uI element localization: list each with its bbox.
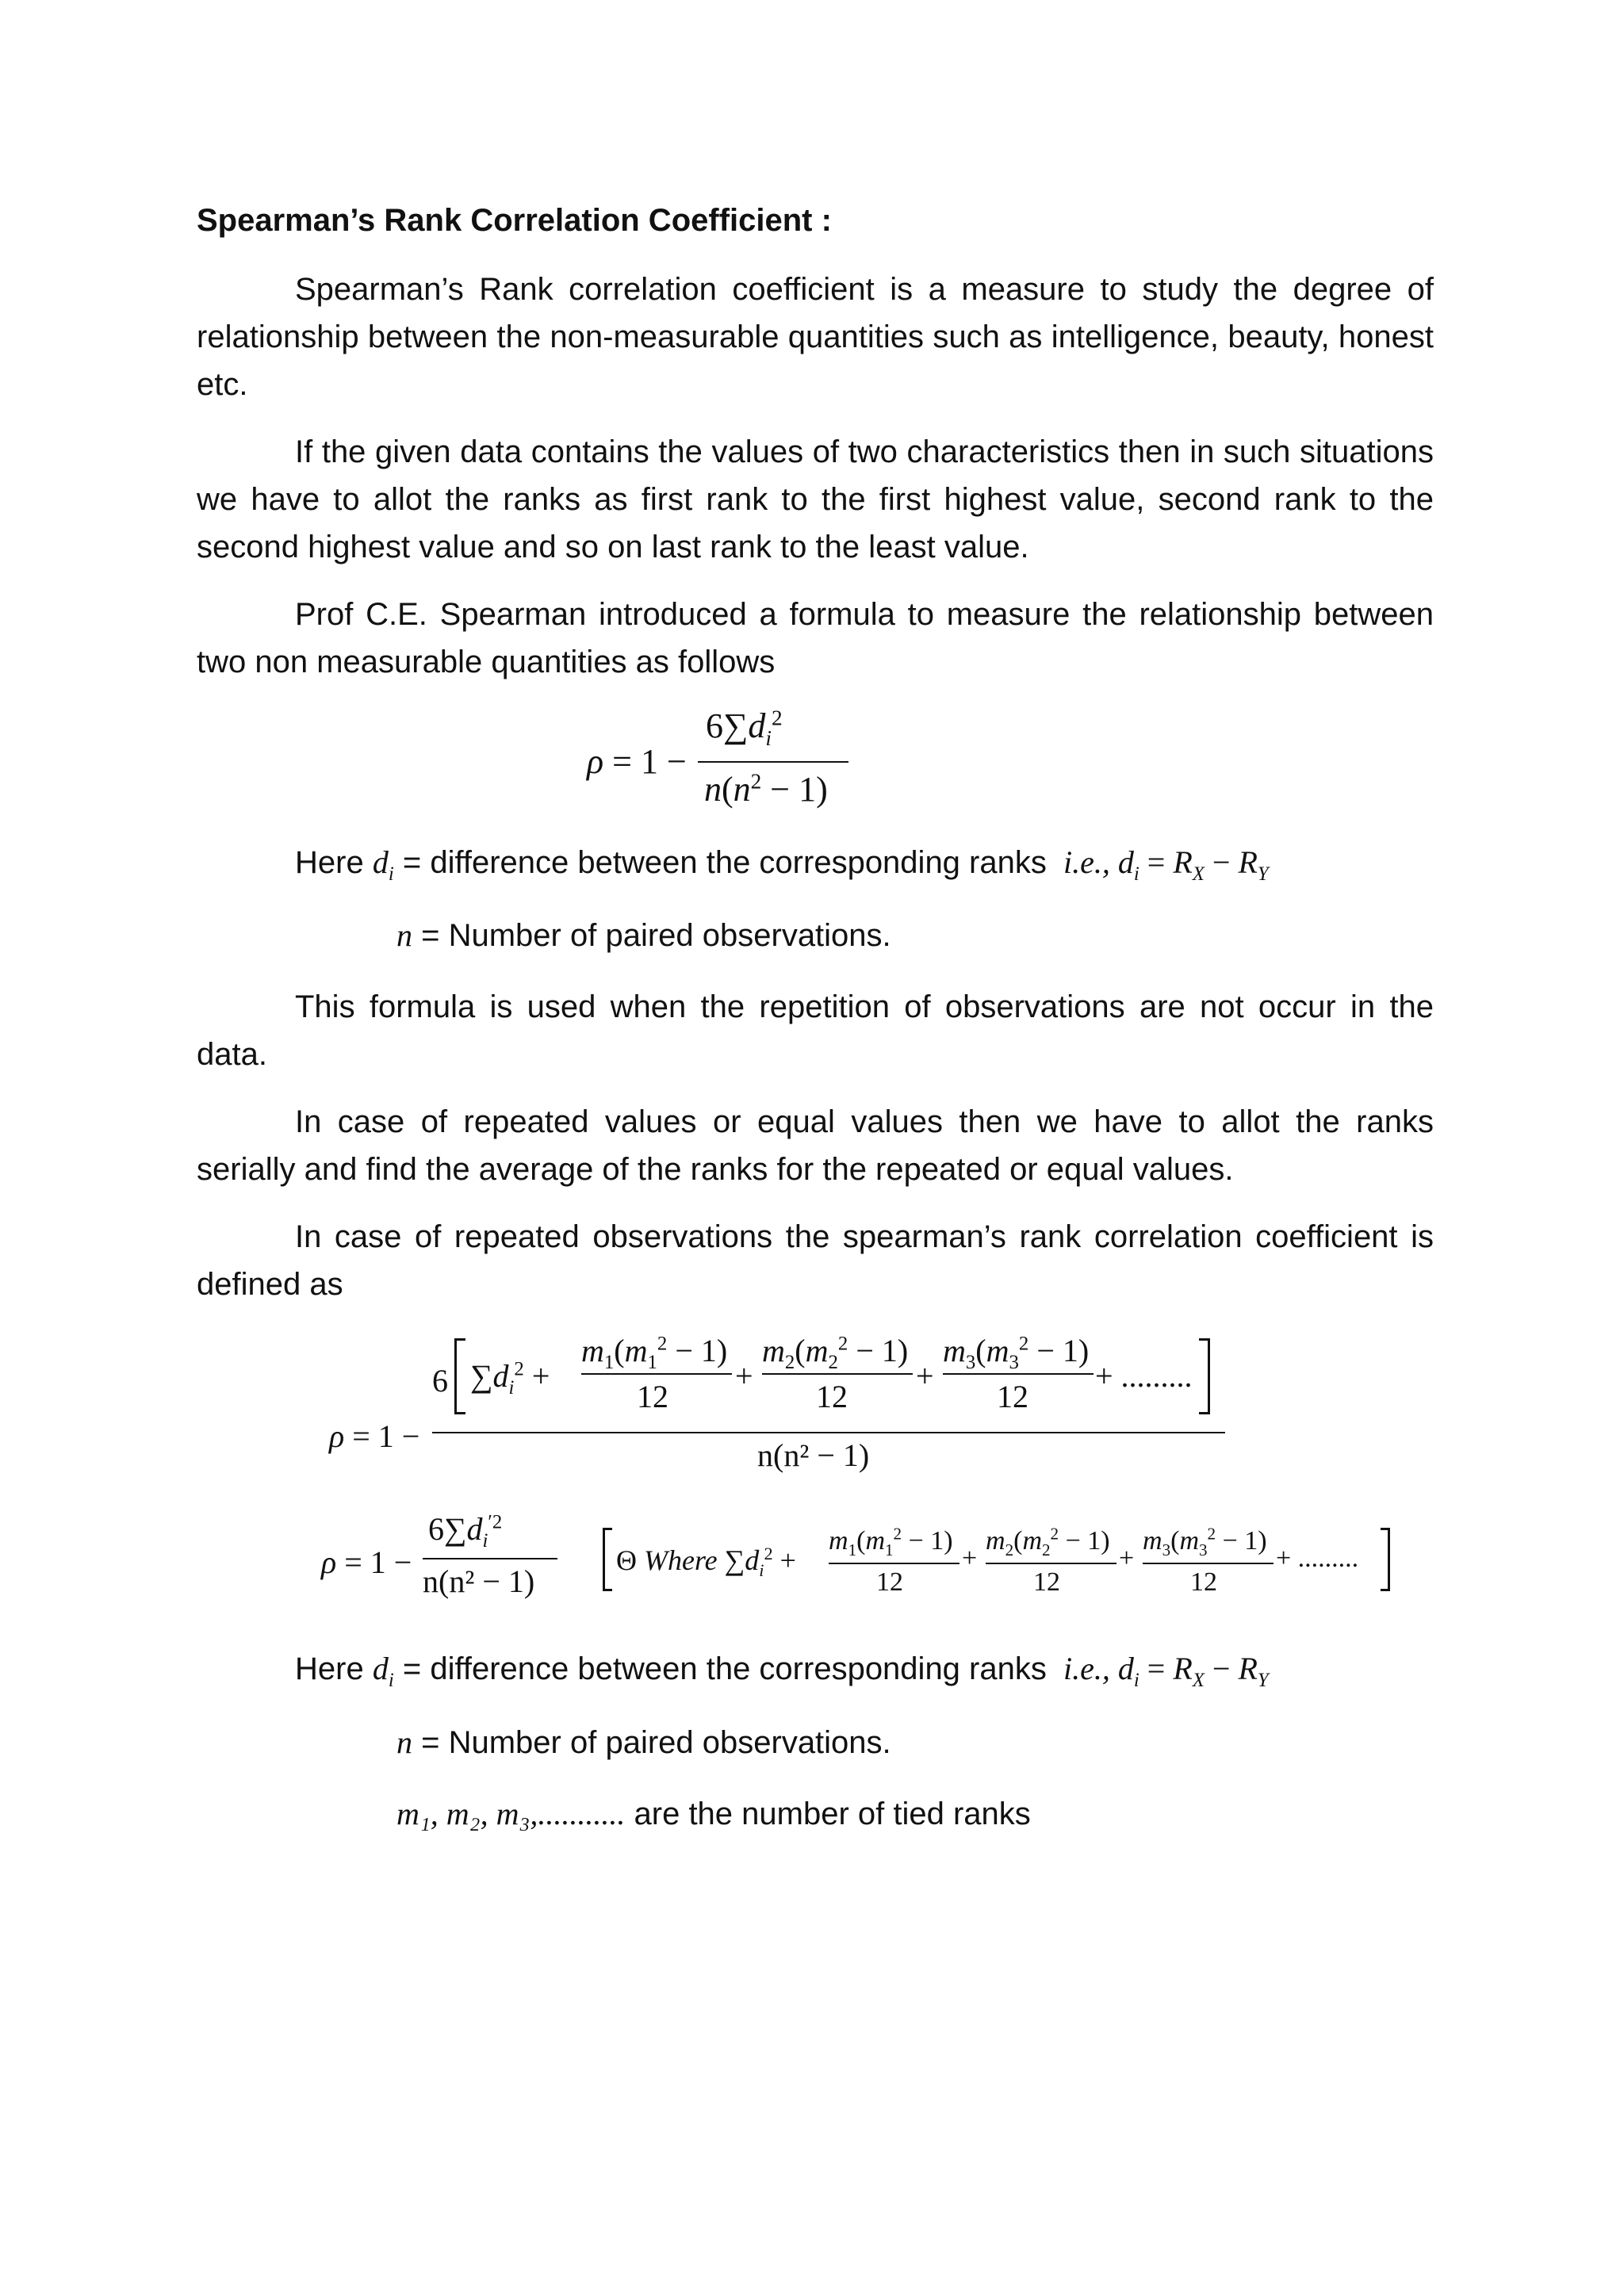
formula2-term3: $m_3(m_3^2 - 1)$ bbox=[943, 1333, 1090, 1373]
formula3-twelve-2: 12 bbox=[1033, 1567, 1060, 1597]
where-bracket-left-bottom bbox=[603, 1589, 612, 1591]
fraction-bar-f3-3 bbox=[1143, 1563, 1274, 1564]
paragraph-spearman-intro: Prof C.E. Spearman introduced a formula to measure the relationship between two non measurable quantities as follows bbox=[197, 597, 1434, 679]
plus-2: + bbox=[916, 1358, 934, 1394]
paragraph-definition: Spearman’s Rank correlation coefficient is a measure to study the degree of relationship between the non-measurable quantities such as intelligence, beauty, honest etc. bbox=[197, 272, 1434, 402]
fraction-bar bbox=[698, 761, 848, 763]
formula3-term3: $m_3(m_3^2 - 1)$ bbox=[1143, 1524, 1267, 1559]
formula2-sum-d: $\sum d_i^2$ + bbox=[470, 1358, 550, 1399]
formula2-six: 6 bbox=[432, 1363, 448, 1399]
formula3-plus-1: + bbox=[962, 1544, 978, 1573]
formula2-term1: $m_1(m_1^2 - 1)$ bbox=[581, 1333, 728, 1373]
formula-lhs: ρ = 1 − bbox=[587, 742, 687, 781]
fraction-bar-f3 bbox=[423, 1558, 557, 1559]
where-bracket-left bbox=[603, 1528, 605, 1591]
fraction-bar-f3-2 bbox=[986, 1563, 1116, 1564]
definition-d-second: Here $d_i$ = difference between the corresponding ranks i.e., $d_i = R_X - R_Y$ bbox=[295, 1651, 1269, 1691]
paragraph-no-repetition: This formula is used when the repetition of observations are not occur in the data. bbox=[197, 989, 1434, 1072]
definition-d: Here $d_i$ = difference between the corresponding ranks i.e., $d_i = R_X - R_Y$ bbox=[295, 844, 1269, 885]
paragraph-ranking: If the given data contains the values of two characteristics then in such situations we have to allot the ranks as first rank to the first highest value, second rank to the second highest value and so on last rank to the least value. bbox=[197, 434, 1434, 564]
definition-n-second: n = Number of paired observations. bbox=[396, 1724, 891, 1760]
fraction-bar-f3-1 bbox=[829, 1563, 959, 1564]
formula-denominator: $n(n^2 - 1)$ bbox=[704, 769, 828, 809]
formula3-plus-2: + bbox=[1119, 1544, 1135, 1573]
bracket-right-bottom bbox=[1199, 1412, 1210, 1414]
section-heading: Spearman’s Rank Correlation Coefficient : bbox=[197, 203, 832, 238]
bracket-left-top bbox=[454, 1338, 465, 1341]
formula3-term1: $m_1(m_1^2 - 1)$ bbox=[829, 1524, 953, 1559]
where-bracket-left-top bbox=[603, 1528, 612, 1530]
formula3-lhs: ρ = 1 − bbox=[321, 1544, 412, 1580]
where-bracket-right bbox=[1388, 1528, 1390, 1591]
bracket-right bbox=[1208, 1338, 1210, 1414]
definition-n: n = Number of paired observations. bbox=[396, 917, 891, 953]
bracket-right-top bbox=[1199, 1338, 1210, 1341]
formula-compact bbox=[321, 1510, 1400, 1629]
formula2-dots: + ......... bbox=[1095, 1358, 1193, 1394]
where-bracket-right-top bbox=[1381, 1528, 1390, 1530]
formula3-dots: + ......... bbox=[1276, 1544, 1359, 1573]
formula3-denominator: n(n² − 1) bbox=[423, 1563, 535, 1599]
formula2-lhs: ρ = 1 − bbox=[329, 1418, 420, 1454]
formula3-because: Θ Where $\sum d_i^2$ + bbox=[616, 1544, 796, 1581]
formula2-term2: $m_2(m_2^2 - 1)$ bbox=[762, 1333, 909, 1373]
formula3-numerator: $6\sum d_i^{'2}$ bbox=[428, 1511, 503, 1552]
formula3-twelve-3: 12 bbox=[1190, 1567, 1217, 1597]
main-fraction-bar bbox=[432, 1432, 1225, 1433]
formula3-twelve-1: 12 bbox=[876, 1567, 903, 1597]
formula-with-ties bbox=[329, 1332, 1233, 1490]
bracket-left bbox=[454, 1338, 457, 1414]
formula2-twelve-1: 12 bbox=[637, 1379, 668, 1414]
formula2-denominator: n(n² − 1) bbox=[757, 1437, 870, 1473]
paragraph-repeated-values: In case of repeated values or equal values then we have to allot the ranks serially and find the average of the ranks for the repeated or equal values. bbox=[197, 1104, 1434, 1187]
bracket-left-bottom bbox=[454, 1412, 465, 1414]
fraction-bar-3 bbox=[943, 1373, 1094, 1375]
formula3-term2: $m_2(m_2^2 - 1)$ bbox=[986, 1524, 1110, 1559]
formula-numerator: $6\sum d_i^2$ bbox=[706, 706, 783, 750]
plus-1: + bbox=[735, 1358, 753, 1394]
definition-m: m₁, m₂, m₃,........... are the number of tied ranks bbox=[396, 1796, 1031, 1831]
paragraph-repeated-observations: In case of repeated observations the spearman’s rank correlation coefficient is defined as bbox=[197, 1219, 1434, 1302]
fraction-bar-1 bbox=[581, 1373, 732, 1375]
where-bracket-right-bottom bbox=[1381, 1589, 1390, 1591]
formula2-twelve-2: 12 bbox=[816, 1379, 848, 1414]
formula2-twelve-3: 12 bbox=[997, 1379, 1028, 1414]
fraction-bar-2 bbox=[762, 1373, 913, 1375]
